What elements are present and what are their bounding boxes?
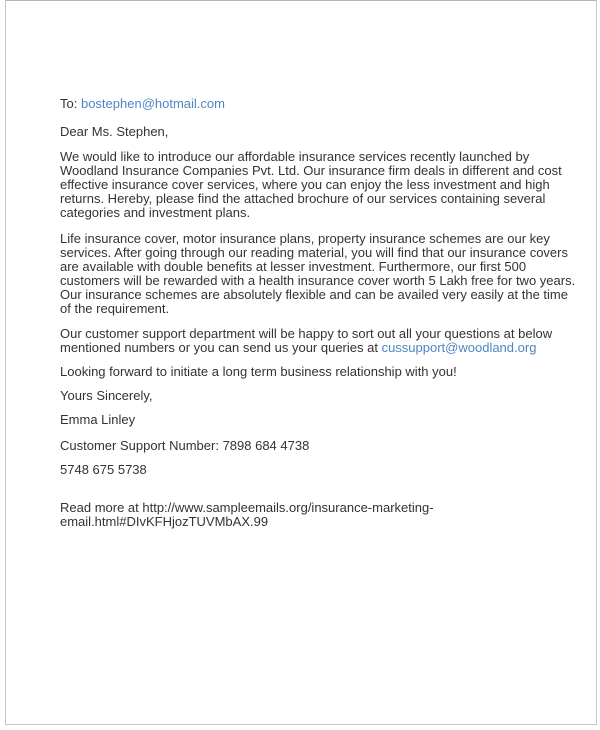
text-line bbox=[60, 341, 576, 355]
salutation: Dear Ms. Stephen, bbox=[60, 124, 169, 139]
signature-name: Emma Linley bbox=[60, 412, 136, 427]
text-line: returns. Hereby, please find the attached brochure of our services containing several bbox=[60, 191, 546, 206]
to-line bbox=[60, 97, 576, 111]
paragraph-support bbox=[60, 327, 576, 355]
text-line: Our customer support department will be happy to sort out all your questions at below bbox=[60, 326, 553, 341]
closing-line: Looking forward to initiate a long term business relationship with you! bbox=[60, 364, 457, 379]
text-line: We would like to introduce our affordable insurance services recently launched by bbox=[60, 149, 530, 164]
text-line: Woodland Insurance Companies Pvt. Ltd. Our insurance firm deals in different and cost bbox=[60, 163, 562, 178]
text-line: categories and investment plans. bbox=[60, 205, 251, 220]
support-number-line: Customer Support Number: 7898 684 4738 bbox=[60, 438, 310, 453]
text-line: effective insurance cover services, where you can enjoy the less investment and high bbox=[60, 177, 550, 192]
text-line: Life insurance cover, motor insurance plans, property insurance schemes are our key bbox=[60, 231, 550, 246]
text-line: email.html#DIvKFHjozTUVMbAX.99 bbox=[60, 514, 269, 529]
text-line: of the requirement. bbox=[60, 301, 170, 316]
paragraph-services bbox=[60, 232, 576, 316]
letter-content bbox=[6, 1, 596, 529]
text-line: are available with double benefits at lesser investment. Furthermore, our first 500 bbox=[60, 259, 527, 274]
read-more-line bbox=[60, 501, 576, 529]
text-line: customers will be rewarded with a health insurance cover worth 5 Lakh free for two years. bbox=[60, 273, 576, 288]
alt-number-line: 5748 675 5738 bbox=[60, 462, 147, 477]
signoff: Yours Sincerely, bbox=[60, 388, 153, 403]
text-line: Our insurance schemes are absolutely flexible and can be availed very easily at the time bbox=[60, 287, 568, 302]
text-line: Read more at http://www.sampleemails.org/insurance-marketing- bbox=[60, 500, 434, 515]
to-label: To: bbox=[60, 96, 78, 111]
support-email-link[interactable]: cussupport@woodland.org bbox=[381, 340, 537, 355]
recipient-email-link[interactable]: bostephen@hotmail.com bbox=[80, 96, 225, 111]
text-line: services. After going through our reading material, you will find that our insurance covers bbox=[60, 245, 568, 260]
paragraph-intro bbox=[60, 150, 576, 220]
support-query-text: mentioned numbers or you can send us your queries at bbox=[60, 340, 382, 355]
letter-page bbox=[5, 0, 597, 725]
